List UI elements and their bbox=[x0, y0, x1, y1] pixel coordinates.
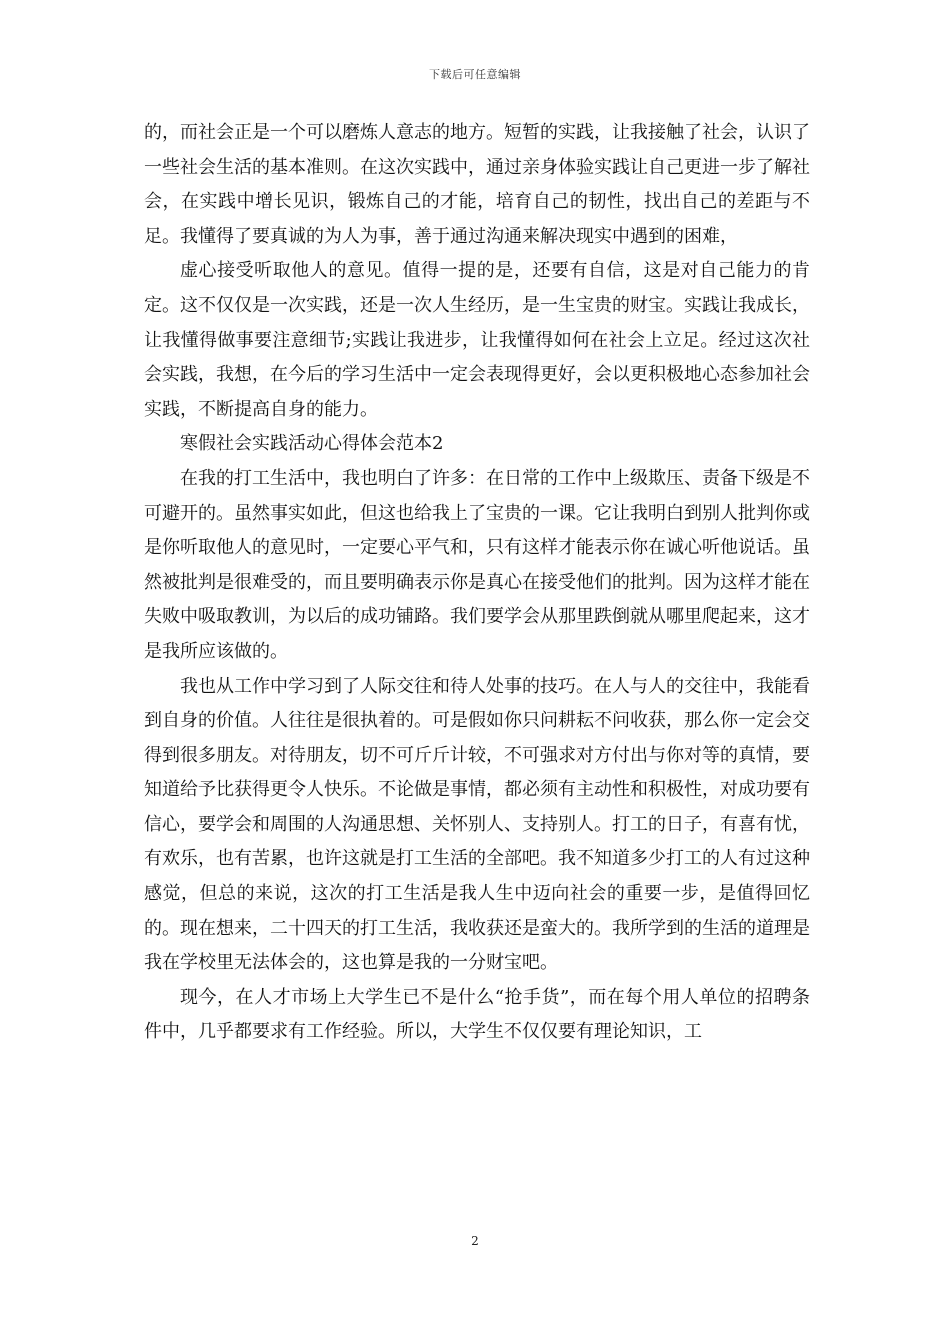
paragraph: 在我的打工生活中，我也明白了许多：在日常的工作中上级欺压、责备下级是不可避开的。虽然事实如此，但这也给我上了宝贵的一课。它让我明白到别人批判你或是你听取他人的意见时，一定要心平气和，只有这样才能表示你在诚心听他说话。虽然被批判是很难受的，而且要明确表示你是真心在接受他们的批判。因为这样才能在失败中吸取教训，为以后的成功铺路。我们要学会从那里跌倒就从哪里爬起来，这才是我所应该做的。 bbox=[144, 467, 810, 662]
paragraph: 现今，在人才市场上大学生已不是什么“抢手货”，而在每个用人单位的招聘条件中，几乎都要求有工作经验。所以，大学生不仅仅要有理论知识，工 bbox=[144, 986, 810, 1043]
document-body bbox=[144, 116, 810, 1050]
paragraph: 的，而社会正是一个可以磨炼人意志的地方。短暂的实践，让我接触了社会，认识了一些社会生活的基本准则。在这次实践中，通过亲身体验实践让自己更进一步了解社会，在实践中增长见识，锻炼自己的才能，培育自己的韧性，找出自己的差距与不足。我懂得了要真诚的为人为事，善于通过沟通来解决现实中遇到的困难， bbox=[144, 122, 810, 247]
paragraph: 我也从工作中学习到了人际交往和待人处事的技巧。在人与人的交往中，我能看到自身的价值。人往往是很执着的。可是假如你只问耕耘不问收获，那么你一定会交得到很多朋友。对待朋友，切不可斤斤计较，不可强求对方付出与你对等的真情，要知道给予比获得更令人快乐。不论做是事情，都必须有主动性和积极性，对成功要有信心，要学会和周围的人沟通思想、关怀别人、支持别人。打工的日子，有喜有忧，有欢乐，也有苦累，也许这就是打工生活的全部吧。我不知道多少打工的人有过这种感觉，但总的来说，这次的打工生活是我人生中迈向社会的重要一步，是值得回忆的。现在想来，二十四天的打工生活，我收获还是蛮大的。我所学到的生活的道理是我在学校里无法体会的，这也算是我的一分财宝吧。 bbox=[144, 675, 810, 974]
page-header: 下载后可任意编辑 bbox=[429, 68, 521, 81]
section-title: 寒假社会实践活动心得体会范本2 bbox=[180, 433, 444, 455]
page-number: 2 bbox=[471, 1234, 479, 1248]
paragraph: 虚心接受听取他人的意见。值得一提的是，还要有自信，这是对自己能力的肯定。这不仅仅是一次实践，还是一次人生经历，是一生宝贵的财宝。实践让我成长，让我懂得做事要注意细节;实践让我进步，让我懂得如何在社会上立足。经过这次社会实践，我想，在今后的学习生活中一定会表现得更好，会以更积极地心态参加社会实践，不断提高自身的能力。 bbox=[144, 260, 810, 420]
